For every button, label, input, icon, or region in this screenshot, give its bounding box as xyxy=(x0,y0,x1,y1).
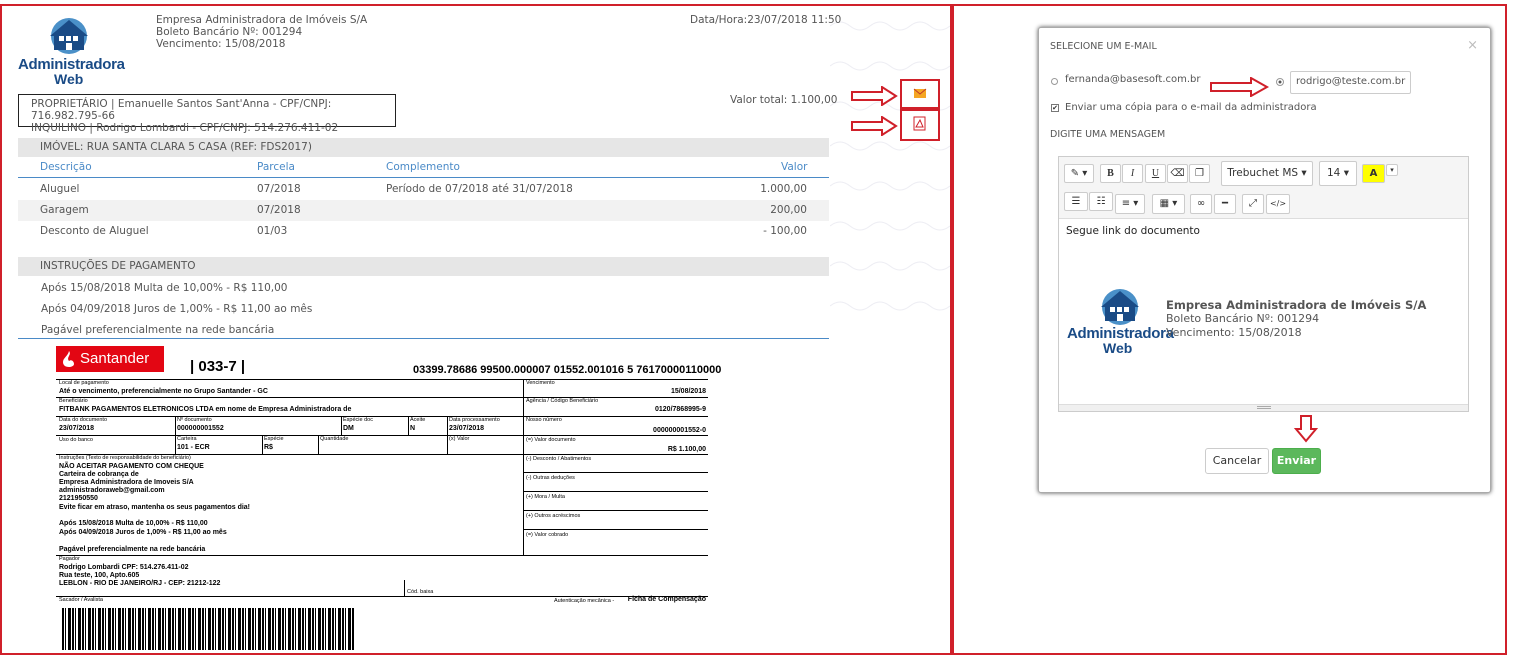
pagador-line: Rodrigo Lombardi CPF: 514.276.411-02 xyxy=(59,564,189,571)
pagador-line: LEBLON - RIO DE JANEIRO/RJ - CEP: 21212-122 xyxy=(59,580,221,587)
side-label: (=) Valor cobrado xyxy=(526,532,569,538)
carteira-label: Carteira xyxy=(177,436,197,442)
instr-line: Evite ficar em atraso, mantenha os seus pagamentos dia! xyxy=(59,504,251,511)
message-body[interactable]: Segue link do documento xyxy=(1066,225,1200,237)
table-header-rule xyxy=(18,177,829,178)
underline-button[interactable]: U xyxy=(1145,164,1166,183)
signature-logo xyxy=(1067,285,1172,355)
sig-logo-text-1: Administradora xyxy=(1067,325,1174,342)
instr-line: Carteira de cobrança de xyxy=(59,471,139,478)
datadoc-label: Data do documento xyxy=(59,417,108,423)
local-value: Até o vencimento, preferencialmente no Grupo Santander - GC xyxy=(59,388,268,395)
wave-background xyxy=(830,6,950,426)
instr-label: Instruções (Texto de responsabilidade do beneficiário) xyxy=(59,455,191,461)
side-label: (+) Mora / Multa xyxy=(526,494,565,500)
benef-label: Beneficiário xyxy=(59,398,88,404)
sig-venc: Vencimento: 15/08/2018 xyxy=(1166,326,1302,339)
boleto-preview-panel xyxy=(0,4,952,655)
instr-line: Empresa Administradora de Imoveis S/A xyxy=(59,479,194,486)
italic-button[interactable]: I xyxy=(1122,164,1143,183)
pdf-button[interactable] xyxy=(900,109,940,141)
hr-icon[interactable]: ━ xyxy=(1214,194,1236,214)
barcode xyxy=(62,608,354,650)
style-button[interactable]: ✎ ▾ xyxy=(1064,164,1094,183)
nosso-label: Nosso número xyxy=(526,417,562,423)
instruction-line: Pagável preferencialmente na rede bancária xyxy=(41,324,275,336)
email-modal xyxy=(1038,27,1491,493)
house-logo-icon xyxy=(44,14,94,54)
instruction-line: Após 15/08/2018 Multa de 10,00% - R$ 110,00 xyxy=(41,282,288,294)
copy-checkbox[interactable]: ✔ xyxy=(1052,104,1058,112)
pagador-label: Pagador xyxy=(59,556,80,562)
venc-label: Vencimento xyxy=(526,380,555,386)
code-view-icon[interactable]: </> xyxy=(1266,194,1290,214)
link-icon[interactable]: ∞ xyxy=(1190,194,1212,214)
size-select[interactable]: 14 ▾ xyxy=(1319,161,1357,186)
table-row: Desconto de Aluguel 01/03 - 100,00 xyxy=(40,225,807,237)
dataproc-label: Data processamento xyxy=(449,417,500,423)
especie-value: DM xyxy=(343,425,354,432)
instruction-line: Após 04/09/2018 Juros de 1,00% - R$ 11,00 ao mês xyxy=(41,303,313,315)
datadoc-value: 23/07/2018 xyxy=(59,425,95,432)
table-row: Garagem 07/2018 200,00 xyxy=(18,200,829,221)
dataproc-value: 23/07/2018 xyxy=(449,425,485,432)
especie2-label: Espécie xyxy=(264,436,284,442)
rich-text-editor xyxy=(1058,156,1469,412)
modal-title: SELECIONE UM E-MAIL xyxy=(1050,41,1157,52)
company-logo xyxy=(16,14,125,87)
usobanco-label: Uso do banco xyxy=(59,437,93,443)
boleto-number: Boleto Bancário Nº: 001294 xyxy=(156,26,303,38)
valordoc-value: R$ 1.100,00 xyxy=(667,446,706,453)
especie-label: Espécie doc xyxy=(343,417,373,423)
parties-box xyxy=(18,94,396,134)
venc-value: 15/08/2018 xyxy=(670,388,706,395)
fullscreen-icon[interactable]: ⤢ xyxy=(1242,194,1264,214)
table-row: Aluguel 07/2018 Período de 07/2018 até 31/07/2018 1.000,00 xyxy=(40,183,807,195)
autent-label: Autenticação mecânica - xyxy=(554,598,615,604)
col-parcela: Parcela xyxy=(257,161,295,173)
sig-boleto: Boleto Bancário Nº: 001294 xyxy=(1166,312,1320,325)
sacador-label: Sacador / Avalista xyxy=(59,597,103,603)
editor-toolbar xyxy=(1059,157,1468,219)
local-label: Local de pagamento xyxy=(59,380,109,386)
benef-value: FITBANK PAGAMENTOS ELETRONICOS LTDA em nome de Empresa Administradora de xyxy=(59,406,352,413)
email2-field[interactable]: rodrigo@teste.com.br xyxy=(1290,71,1411,94)
santander-logo xyxy=(56,346,164,372)
instr-line: NÃO ACEITAR PAGAMENTO COM CHEQUE xyxy=(59,463,204,470)
pdf-icon xyxy=(902,111,938,139)
ficha-label: Ficha de Compensação xyxy=(627,596,706,603)
side-label: (-) Desconto / Abatimentos xyxy=(526,456,592,462)
property-header: IMÓVEL: RUA SANTA CLARA 5 CASA (REF: FDS2017) xyxy=(18,138,829,157)
house-logo-icon xyxy=(1095,285,1145,325)
close-icon[interactable]: × xyxy=(1467,38,1478,53)
santander-name: Santander xyxy=(80,350,150,367)
eraser-icon[interactable]: ⌫ xyxy=(1167,164,1188,183)
carteira-value: 101 - ECR xyxy=(177,444,210,451)
pagador-line: Rua teste, 100, Apto.605 xyxy=(59,572,140,579)
flame-icon xyxy=(62,351,76,367)
boleto-slip xyxy=(56,346,722,606)
qtd-label: Quantidade xyxy=(320,436,349,442)
send-button[interactable]: Enviar xyxy=(1272,448,1321,474)
xvalor-label: (x) Valor xyxy=(449,436,470,442)
agencia-label: Agência / Código Beneficiário xyxy=(526,398,599,404)
agencia-value: 0120/7868995-9 xyxy=(655,406,706,413)
numdoc-label: Nº documento xyxy=(177,417,212,423)
arrow-right-icon-2 xyxy=(850,116,900,136)
datetime: Data/Hora:23/07/2018 11:50 xyxy=(690,14,842,26)
format-copy-icon[interactable]: ❐ xyxy=(1189,164,1210,183)
color-button[interactable]: A xyxy=(1362,164,1385,183)
send-email-button[interactable] xyxy=(900,79,940,109)
codbaixa-label: Cód. baixa xyxy=(407,589,434,595)
total-value: Valor total: 1.100,00 xyxy=(730,94,838,106)
aceite-value: N xyxy=(410,425,416,432)
aceite-label: Aceite xyxy=(410,417,426,423)
color-dropdown[interactable]: ▾ xyxy=(1386,164,1398,176)
boleto-rule xyxy=(56,379,708,380)
instr-line: Após 04/09/2018 Juros de 1,00% - R$ 11,00 ao mês xyxy=(59,529,227,536)
editor-resize-handle[interactable] xyxy=(1059,404,1468,411)
bank-code: | 033-7 | xyxy=(190,358,246,375)
valordoc-label: (=) Valor documento xyxy=(526,437,576,443)
font-select[interactable]: Trebuchet MS ▾ xyxy=(1221,161,1313,186)
email2-radio[interactable] xyxy=(1276,78,1284,86)
instr-line: Após 15/08/2018 Multa de 10,00% - R$ 110,00 xyxy=(59,520,208,527)
bold-button[interactable]: B xyxy=(1100,164,1121,183)
side-label: (+) Outros acréscimos xyxy=(526,513,581,519)
tenant-line: INQUILINO | Rodrigo Lombardi - CPF/CNPJ: 514.276.411-02 xyxy=(31,122,339,134)
logo-text-1: Administradora xyxy=(18,56,125,73)
instr-line: 2121950550 xyxy=(59,495,98,502)
message-label: DIGITE UMA MENSAGEM xyxy=(1050,129,1166,140)
email-panel xyxy=(952,4,1507,655)
arrow-down-icon xyxy=(1293,414,1319,444)
due-date: Vencimento: 15/08/2018 xyxy=(156,38,286,50)
arrow-right-icon xyxy=(850,86,900,106)
sig-logo-text-2: Web xyxy=(1103,340,1133,356)
especie2-value: R$ xyxy=(264,444,273,451)
side-label: (-) Outras deduções xyxy=(526,475,575,481)
col-valor: Valor xyxy=(781,161,808,173)
col-complemento: Complemento xyxy=(386,161,460,173)
owner-line: PROPRIETÁRIO | Emanuelle Santos Sant'Anna - CPF/CNPJ: 716.982.795-66 xyxy=(31,98,332,122)
email1-label[interactable]: fernanda@basesoft.com.br xyxy=(1065,74,1201,85)
table-icon[interactable]: ▦ ▾ xyxy=(1152,194,1185,214)
email1-radio[interactable] xyxy=(1051,78,1058,85)
align-icon[interactable]: ≡ ▾ xyxy=(1115,194,1145,214)
nosso-value: 000000001552-0 xyxy=(653,427,706,434)
instr-line: administradoraweb@gmail.com xyxy=(59,487,165,494)
instr-line: Pagável preferencialmente na rede bancária xyxy=(59,546,206,553)
numdoc-value: 000000001552 xyxy=(177,425,224,432)
email-icon xyxy=(902,81,938,107)
cancel-button[interactable]: Cancelar xyxy=(1205,448,1269,474)
digitable-line: 03399.78686 99500.000007 01552.001016 5 76170000110000 xyxy=(413,364,722,376)
instructions-header: INSTRUÇÕES DE PAGAMENTO xyxy=(18,257,829,276)
copy-label[interactable]: Enviar uma cópia para o e-mail da administradora xyxy=(1065,102,1317,113)
bullet-list-icon[interactable]: ☰ xyxy=(1064,192,1088,211)
arrow-right-icon-3 xyxy=(1209,77,1271,97)
logo-text-2: Web xyxy=(54,71,84,87)
col-descricao: Descrição xyxy=(40,161,92,173)
numbered-list-icon[interactable]: ☷ xyxy=(1089,192,1113,211)
company-name: Empresa Administradora de Imóveis S/A xyxy=(156,14,368,26)
sig-company: Empresa Administradora de Imóveis S/A xyxy=(1166,298,1427,312)
instructions-rule xyxy=(18,338,829,339)
